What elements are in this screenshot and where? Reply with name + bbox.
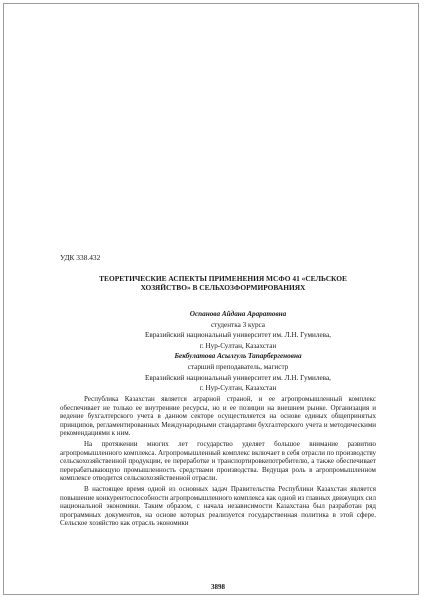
paragraph-3: В настоящее время одной из основных задач Правительства Республики Казахстан является повышение конкурентоспособности агропромышленного комплекса как одной из главных движущих сил национальной экономики. Таким образом, с начала независимости Казахстана был разработан ряд программных документов, на основе которых реализуется государственная политика в этой сфере. Сельское хозяйство как отрасль экономики [60, 484, 376, 528]
document-page [60, 0, 376, 600]
title-line-2: ХОЗЯЙСТВО» В СЕЛЬХОЗФОРМИРОВАНИЯХ [140, 283, 306, 293]
author-1-affiliation: Евразийский национальный университет им. Л.Н. Гумилева, [145, 331, 331, 340]
article-title [80, 274, 366, 293]
author-2-city: г. Нур-Султан, Казахстан [199, 384, 277, 393]
article-body [60, 395, 376, 530]
udc-code: УДК 338.432 [60, 253, 101, 262]
author-2-name: Бекбулатова Асылгуль Тапарбергеновна [174, 352, 302, 361]
author-1-name: Оспанова Айдана Араратовна [189, 310, 287, 318]
author-2-role: старший преподаватель, магистр [187, 362, 289, 371]
author-1-city: г. Нур-Султан, Казахстан [199, 341, 277, 350]
paragraph-2: На протяжении многих лет государство уделяет большое внимание развитию агропромышленного комплекса. Агропромышленный комплекс включает в себя отрасли по производству сельскохозяйственной продукции, ее переработке и транспортировкепотребителю, а также обеспечивает перерабатывающую промышленность средствами производства. Ведущая роль в агропромышленном комплексе отводится сельскохозяйственной отрасли. [60, 439, 376, 483]
author-2-affiliation: Евразийский национальный университет им. Л.Н. Гумилева, [145, 373, 331, 382]
title-line-1: ТЕОРЕТИЧЕСКИЕ АСПЕКТЫ ПРИМЕНЕНИЯ МСФО 41 «СЕЛЬСКОЕ [99, 274, 347, 283]
author-block [108, 309, 368, 394]
page-number: 3898 [211, 583, 225, 591]
author-1-role: студентка 3 курса [210, 320, 266, 329]
paragraph-1: Республика Казахстан является аграрной страной, и ее агропромышленный комплекс обеспечивает не только ее внутренние ресурсы, но и ее позиции на внешнем рынке. Организация и ведение бухгалтерского учета в данном секторе осуществляется на основе единых общепринятых принципов, регламентированных Международными стандартами бухгалтерского учета и методическими рекомендациями к ним. [60, 395, 376, 438]
